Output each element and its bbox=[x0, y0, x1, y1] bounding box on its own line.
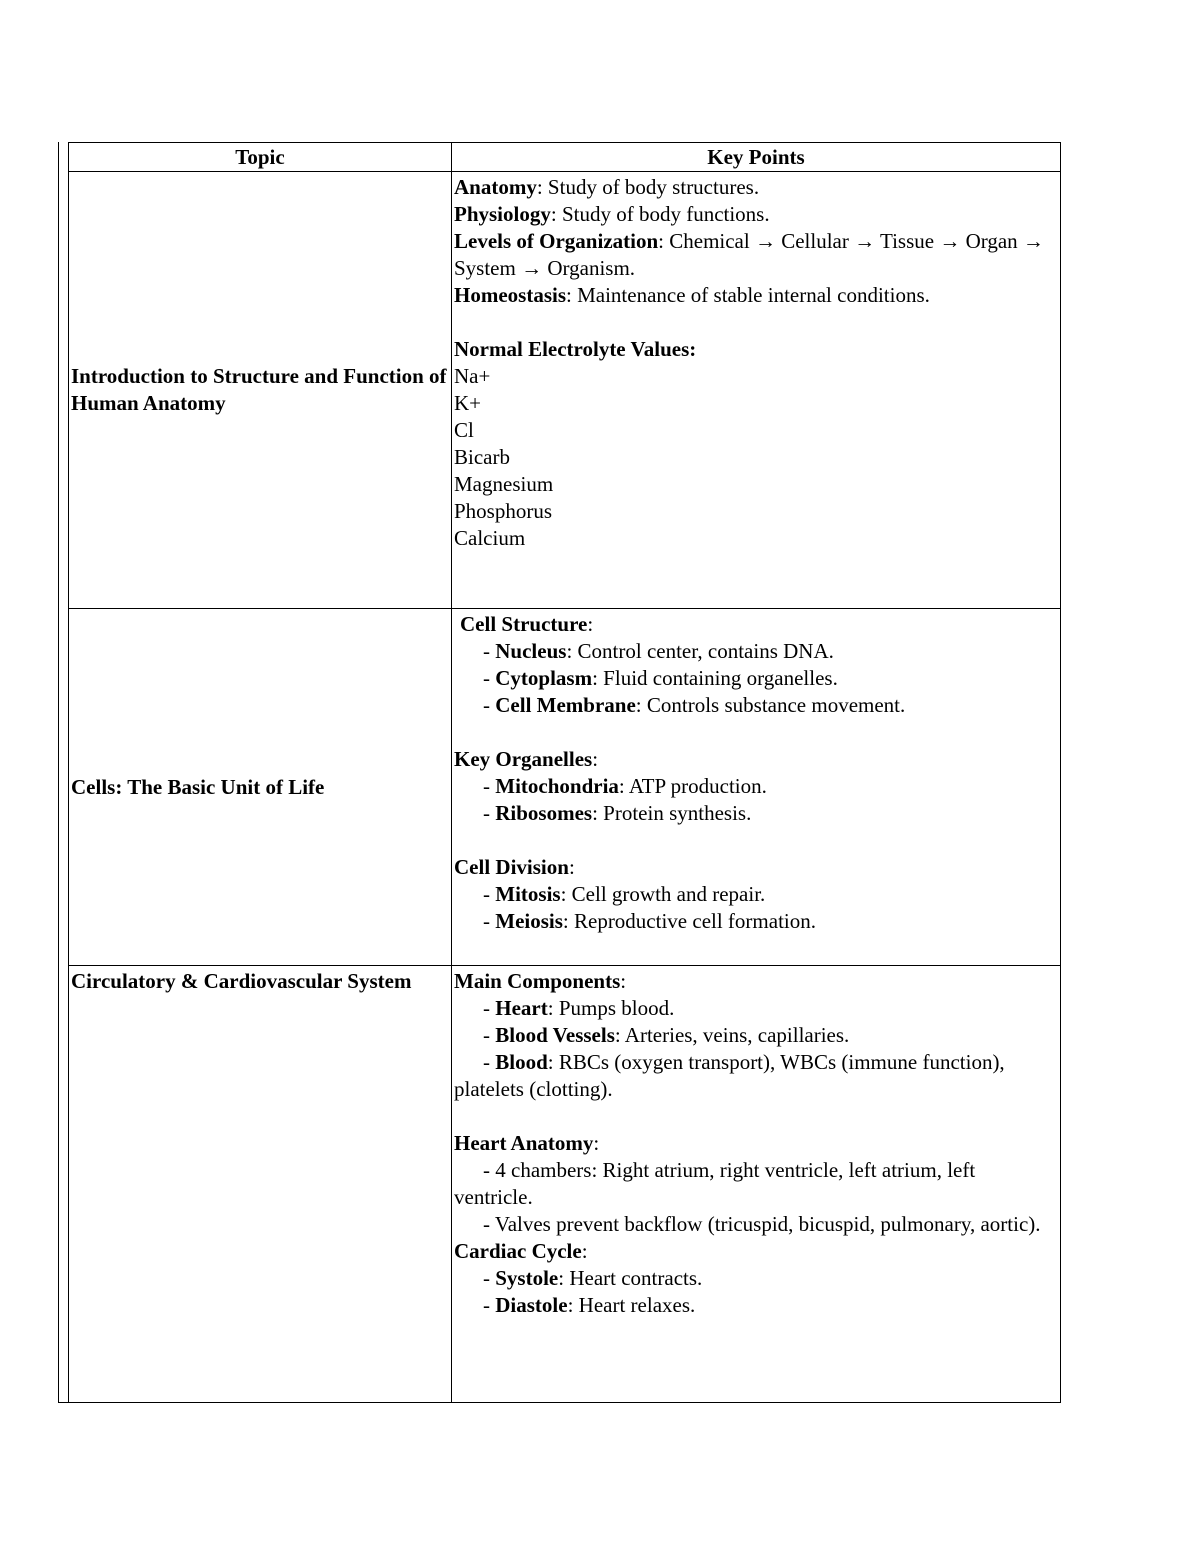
term-text: : Chemical → Cellular → Tissue → Organ → System → Organism. bbox=[454, 229, 1050, 280]
item-label: Mitochondria bbox=[495, 774, 619, 798]
item-text: : RBCs (oxygen transport), WBCs (immune function), platelets (clotting). bbox=[454, 1050, 1010, 1101]
section-heading bbox=[454, 854, 1058, 881]
item-text: : Controls substance movement. bbox=[635, 693, 906, 717]
term-text: : Study of body structures. bbox=[536, 175, 760, 199]
physiology-line bbox=[454, 201, 1058, 228]
electrolyte-item: Na+ bbox=[454, 364, 491, 388]
item-prefix: - bbox=[483, 1293, 496, 1317]
item-text: : Cell growth and repair. bbox=[560, 882, 766, 906]
item-prefix: - bbox=[483, 639, 496, 663]
topic-text: Introduction to Structure and Function of Human Anatomy bbox=[71, 364, 447, 415]
item-text: : ATP production. bbox=[618, 774, 767, 798]
electrolyte-item: Phosphorus bbox=[454, 499, 553, 523]
section-colon: : bbox=[581, 1239, 588, 1263]
section-heading bbox=[454, 1238, 1058, 1265]
item-label: Mitosis bbox=[495, 882, 561, 906]
item-text: : Control center, contains DNA. bbox=[566, 639, 834, 663]
item-prefix: - bbox=[483, 996, 496, 1020]
item-label: Ribosomes bbox=[495, 801, 593, 825]
item-prefix: - bbox=[483, 882, 496, 906]
item-label: Diastole bbox=[495, 1293, 568, 1317]
section-heading bbox=[454, 968, 1058, 995]
term-label: Homeostasis bbox=[454, 283, 566, 307]
list-item bbox=[454, 1022, 1058, 1049]
item-label: Heart bbox=[495, 996, 548, 1020]
item-text: : Pumps blood. bbox=[547, 996, 675, 1020]
term-label: Physiology bbox=[454, 202, 551, 226]
list-item bbox=[454, 995, 1058, 1022]
table-row bbox=[69, 609, 1061, 966]
electrolyte-item: Calcium bbox=[454, 526, 526, 550]
electrolyte-item: K+ bbox=[454, 391, 482, 415]
topic-cell bbox=[69, 966, 452, 1403]
section-heading bbox=[454, 1130, 1058, 1157]
list-item-wrapped: - 4 chambers: Right atrium, right ventricle, left atrium, left ventricle. bbox=[454, 1158, 981, 1209]
list-item bbox=[454, 881, 1058, 908]
item-text: : Reproductive cell formation. bbox=[562, 909, 816, 933]
section-colon: : bbox=[620, 969, 627, 993]
electrolyte-item: Cl bbox=[454, 418, 474, 442]
list-item bbox=[454, 692, 1058, 719]
list-item-wrapped: - Valves prevent backflow (tricuspid, bicuspid, pulmonary, aortic). bbox=[483, 1212, 1041, 1236]
item-prefix: - bbox=[483, 666, 496, 690]
blank-line bbox=[454, 827, 1058, 854]
table-row bbox=[69, 966, 1061, 1403]
item-prefix: - bbox=[483, 774, 496, 798]
table-row bbox=[69, 172, 1061, 609]
key-points-cell bbox=[452, 172, 1061, 609]
item-prefix: - bbox=[483, 909, 496, 933]
item-label: Cytoplasm bbox=[495, 666, 593, 690]
blank-line bbox=[454, 309, 1058, 336]
section-label: Cell Division bbox=[454, 855, 569, 879]
list-item bbox=[454, 1292, 1058, 1319]
blank-line bbox=[454, 1103, 1058, 1130]
list-item bbox=[454, 773, 1058, 800]
key-points-cell bbox=[452, 609, 1061, 966]
section-colon: : bbox=[593, 1131, 600, 1155]
item-prefix: - bbox=[483, 1050, 496, 1074]
item-label: Nucleus bbox=[495, 639, 567, 663]
term-label: Levels of Organization bbox=[454, 229, 659, 253]
item-prefix: - bbox=[483, 1023, 496, 1047]
list-item bbox=[454, 665, 1058, 692]
topic-text: Circulatory & Cardiovascular System bbox=[71, 969, 412, 993]
section-heading bbox=[454, 746, 1058, 773]
blank-line bbox=[454, 719, 1058, 746]
section-label: Cardiac Cycle bbox=[454, 1239, 582, 1263]
topic-text: Cells: The Basic Unit of Life bbox=[71, 774, 325, 799]
list-item bbox=[454, 1265, 1058, 1292]
header-key-points: Key Points bbox=[452, 143, 1061, 172]
item-text: : Arteries, veins, capillaries. bbox=[614, 1023, 850, 1047]
section-label: Key Organelles bbox=[454, 747, 593, 771]
item-prefix: - bbox=[483, 1266, 496, 1290]
section-heading bbox=[454, 611, 1058, 638]
item-text: : Protein synthesis. bbox=[592, 801, 752, 825]
topic-cell bbox=[69, 609, 452, 966]
section-colon: : bbox=[587, 612, 594, 636]
item-text: : Heart contracts. bbox=[558, 1266, 703, 1290]
section-label: Main Components bbox=[454, 969, 621, 993]
item-text: : Fluid containing organelles. bbox=[592, 666, 838, 690]
item-prefix: - bbox=[483, 801, 496, 825]
term-text: : Maintenance of stable internal conditions. bbox=[566, 283, 930, 307]
electrolyte-item: Bicarb bbox=[454, 445, 510, 469]
topic-cell bbox=[69, 172, 452, 609]
anatomy-line bbox=[454, 174, 1058, 201]
term-text: : Study of body functions. bbox=[550, 202, 770, 226]
study-table bbox=[68, 142, 1061, 1403]
section-label: Heart Anatomy bbox=[454, 1131, 594, 1155]
list-item-wrapped bbox=[454, 1049, 1058, 1103]
item-label: Meiosis bbox=[495, 909, 563, 933]
header-topic: Topic bbox=[69, 143, 452, 172]
item-label: Blood bbox=[495, 1050, 548, 1074]
item-prefix: - bbox=[483, 693, 496, 717]
item-label: Systole bbox=[495, 1266, 559, 1290]
header-row bbox=[69, 143, 1061, 172]
list-item bbox=[454, 800, 1058, 827]
section-colon: : bbox=[568, 855, 575, 879]
item-label: Blood Vessels bbox=[495, 1023, 615, 1047]
section-label: Cell Structure bbox=[460, 612, 588, 636]
electrolyte-item: Magnesium bbox=[454, 472, 554, 496]
term-label: Anatomy bbox=[454, 175, 537, 199]
item-label: Cell Membrane bbox=[495, 693, 636, 717]
levels-line bbox=[454, 228, 1058, 282]
list-item bbox=[454, 638, 1058, 665]
homeostasis-line bbox=[454, 282, 1058, 309]
section-colon: : bbox=[592, 747, 599, 771]
item-text: : Heart relaxes. bbox=[567, 1293, 696, 1317]
electrolyte-heading: Normal Electrolyte Values: bbox=[454, 337, 697, 361]
left-border-line bbox=[58, 142, 59, 1403]
key-points-cell bbox=[452, 966, 1061, 1403]
list-item bbox=[454, 908, 1058, 935]
